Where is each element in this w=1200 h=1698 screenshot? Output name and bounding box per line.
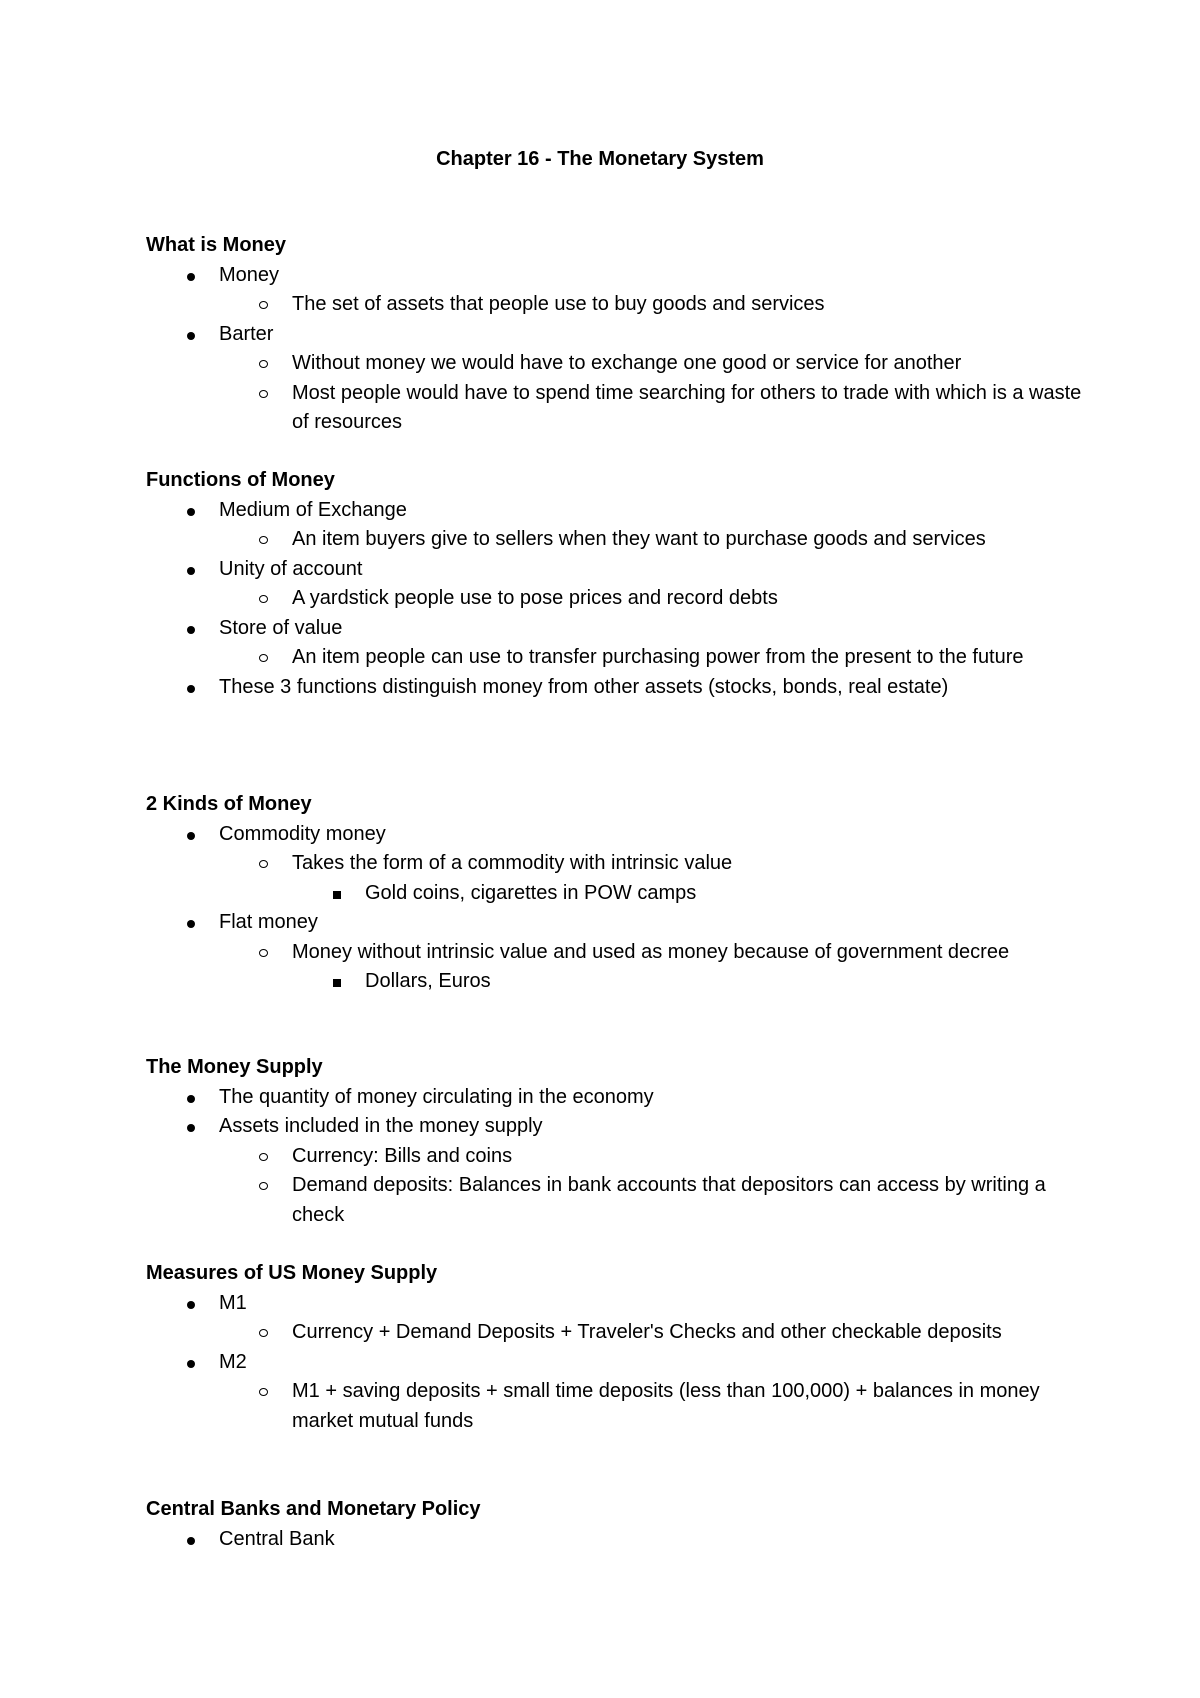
list-item: These 3 functions distinguish money from other assets (stocks, bonds, real estate) [146,673,1086,703]
section-kinds-of-money [146,790,1086,997]
list-item: Barter [146,320,1086,350]
list-item: Demand deposits: Balances in bank accounts that depositors can access by writing a check [146,1171,1086,1230]
list-item: The quantity of money circulating in the economy [146,1083,1086,1113]
section-heading: The Money Supply [146,1056,323,1078]
section-heading: Central Banks and Monetary Policy [146,1498,481,1520]
section-heading: Functions of Money [146,469,335,491]
list-item: Most people would have to spend time searching for others to trade with which is a waste of resources [146,379,1086,438]
section-heading: 2 Kinds of Money [146,793,312,815]
bullet-circle-icon [256,1318,276,1348]
bullet-circle-icon [256,584,276,614]
bullet-circle-icon [256,290,276,320]
bullet-disc-icon [183,1348,203,1378]
list-item: M1 + saving deposits + small time deposits (less than 100,000) + balances in money market mutual funds [146,1377,1086,1436]
list-item: M2 [146,1348,1086,1378]
list-item: Commodity money [146,820,1086,850]
list-item: Central Bank [146,1525,1086,1555]
bullet-circle-icon [256,849,276,879]
bullet-circle-icon [256,379,276,409]
bullet-circle-icon [256,349,276,379]
bullet-disc-icon [183,1112,203,1142]
page-title: Chapter 16 - The Monetary System [436,148,764,170]
list-item: Money without intrinsic value and used as money because of government decree [146,938,1086,968]
bullet-disc-icon [183,1289,203,1319]
list-item: Currency + Demand Deposits + Traveler's Checks and other checkable deposits [146,1318,1086,1348]
list-item: Takes the form of a commodity with intrinsic value [146,849,1086,879]
bullet-disc-icon [183,673,203,703]
bullet-disc-icon [183,1083,203,1113]
bullet-disc-icon [183,496,203,526]
list-item: Currency: Bills and coins [146,1142,1086,1172]
list-item: Without money we would have to exchange one good or service for another [146,349,1086,379]
list-item: Assets included in the money supply [146,1112,1086,1142]
list-item: Unity of account [146,555,1086,585]
bullet-disc-icon [183,614,203,644]
section-heading: Measures of US Money Supply [146,1262,438,1284]
bullet-disc-icon [183,261,203,291]
section-central-banks [146,1495,1086,1554]
list-item: Medium of Exchange [146,496,1086,526]
list-item: Gold coins, cigarettes in POW camps [146,879,1086,909]
section-money-supply [146,1053,1086,1230]
list-item: A yardstick people use to pose prices and record debts [146,584,1086,614]
bullet-disc-icon [183,908,203,938]
section-measures-us-money-supply [146,1259,1086,1436]
bullet-circle-icon [256,1171,276,1201]
bullet-square-icon [329,967,349,997]
bullet-disc-icon [183,555,203,585]
list-item: An item buyers give to sellers when they want to purchase goods and services [146,525,1086,555]
list-item: Dollars, Euros [146,967,1086,997]
bullet-circle-icon [256,525,276,555]
list-item: Money [146,261,1086,291]
bullet-circle-icon [256,1377,276,1407]
bullet-circle-icon [256,938,276,968]
section-what-is-money [146,231,1086,438]
list-item: Flat money [146,908,1086,938]
section-heading: What is Money [146,234,287,256]
bullet-circle-icon [256,643,276,673]
list-item: Store of value [146,614,1086,644]
section-functions-of-money [146,466,1086,702]
list-item: M1 [146,1289,1086,1319]
bullet-square-icon [329,879,349,909]
list-item: The set of assets that people use to buy goods and services [146,290,1086,320]
bullet-disc-icon [183,320,203,350]
bullet-circle-icon [256,1142,276,1172]
bullet-disc-icon [183,820,203,850]
list-item: An item people can use to transfer purchasing power from the present to the future [146,643,1086,673]
bullet-disc-icon [183,1525,203,1555]
